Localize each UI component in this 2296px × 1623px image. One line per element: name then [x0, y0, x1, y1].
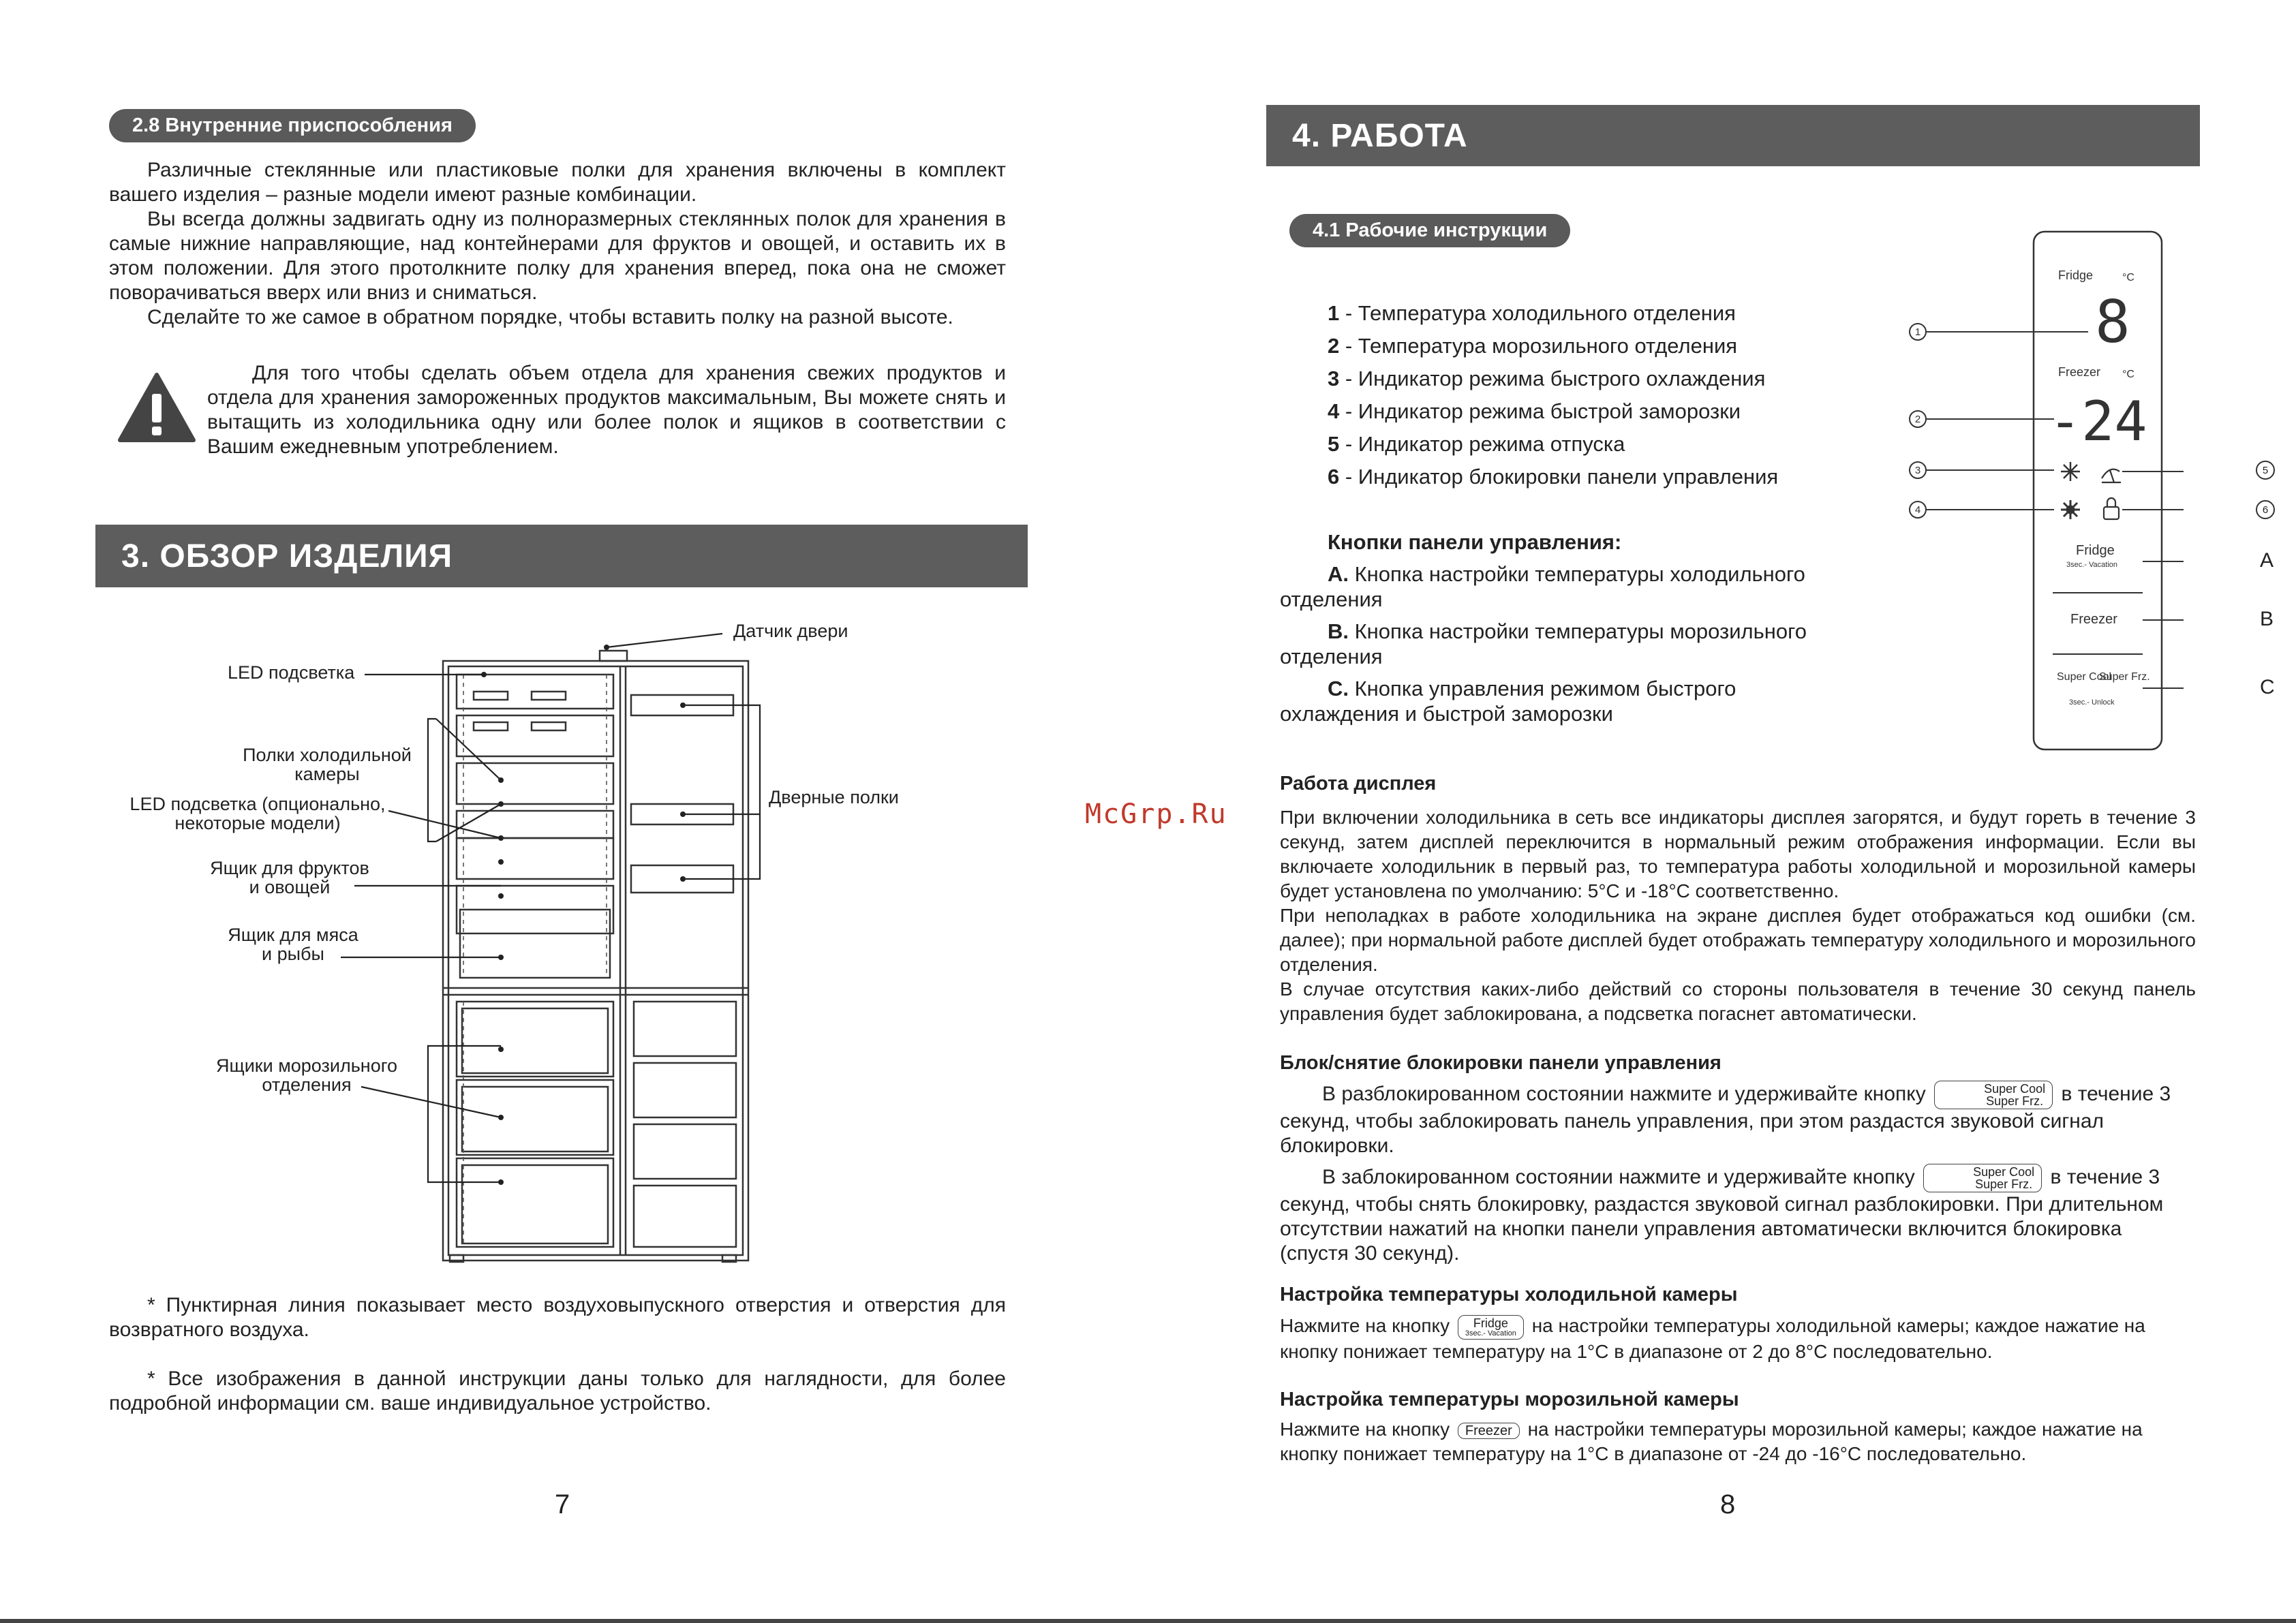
- freezer-temp-text: Нажмите на кнопку Freezer на настройки температуры морозильной камеры; каждое нажатие на кнопку понижает температуру на 1°С в диапазоне от -24 до -16°С последовательно.: [1280, 1419, 2143, 1464]
- panel-btn-fridge: Fridge: [2076, 543, 2115, 558]
- freezer-temp-heading: Настройка температуры морозильной камеры: [1280, 1389, 1739, 1410]
- panel-fridge-label: Fridge: [2058, 268, 2094, 282]
- note-1-text: * Пунктирная линия показывает место воздуховыпускного отверстия и отверстия для возвратного воздуха.: [109, 1294, 1006, 1341]
- label-freezer-box: [204, 1056, 409, 1094]
- warning-text: Для того чтобы сделать объем отдела для хранения свежих продуктов и отдела для хранения замороженных продуктов максимальным, Вы можете снять и вытащить из холодильника одну или более полок и ящиков в соответствии с Вашим ежедневным употреблением.: [207, 362, 1006, 458]
- label-door-shelves: Дверные полки: [769, 787, 899, 807]
- lock-text: [1280, 1081, 2196, 1266]
- panel-freezer-label: Freezer: [2058, 365, 2101, 379]
- callout-5: 5: [2256, 461, 2275, 480]
- freezer-button-inline: Freezer: [1458, 1423, 1520, 1439]
- button-c-desc: C. Кнопка управления режимом быстрого охлаждения и быстрой заморозки: [1280, 677, 1736, 726]
- control-panel-diagram: [1897, 225, 2184, 756]
- indicator-item: 3 - Индикатор режима быстрого охлаждения: [1328, 367, 1766, 390]
- watermark: McGrp.Ru: [1085, 799, 1227, 830]
- indicator-item: 4 - Индикатор режима быстрой заморозки: [1328, 399, 1741, 423]
- label-meat-box-line1: Ящик для мяса: [228, 925, 358, 945]
- label-led-optional-line2: некоторые модели): [174, 813, 341, 833]
- panel-freezer-temp: -24: [2049, 390, 2147, 453]
- panel-fridge-unit: °C: [2122, 272, 2134, 283]
- note-1: [109, 1293, 1006, 1342]
- indicator-item: 5 - Индикатор режима отпуска: [1328, 432, 1625, 456]
- note-2: [109, 1367, 1006, 1416]
- label-meat-box: [204, 925, 382, 963]
- callout-num-4: 4: [1914, 504, 1921, 516]
- diagram-leader-lines: [0, 0, 1148, 1295]
- display-heading: Работа дисплея: [1280, 773, 1437, 794]
- section-4-banner: 4. РАБОТА: [1266, 105, 2200, 166]
- section-2-8-p3: Сделайте то же самое в обратном порядке, чтобы вставить полку на разной высоте.: [147, 306, 953, 328]
- label-fridge-shelves-line2: камеры: [294, 764, 360, 784]
- lock-heading: Блок/снятие блокировки панели управления: [1280, 1052, 1721, 1074]
- label-led: LED подсветка: [228, 662, 355, 683]
- fridge-button-inline: Fridge 3sec.- Vacation: [1458, 1315, 1524, 1340]
- section-2-8-p2: Вы всегда должны задвигать одну из полноразмерных стеклянных полок для хранения в самые нижние направляющие, над контейнерами для фруктов и овощей, и оставить их в этом положении. Для этого протолкните полку для хранения вперед, пока она не сможет поворачиваться вверх или вниз и сниматься.: [109, 208, 1006, 304]
- page-number-left: 7: [555, 1489, 570, 1519]
- section-2-8-title: 2.8 Внутренние приспособления: [109, 109, 476, 142]
- label-led-optional-line1: LED подсветка (опционально,: [129, 794, 386, 814]
- label-fridge-shelves: [239, 745, 416, 784]
- display-text: [1280, 805, 2196, 1026]
- super-button-inline: Super Cool Super Frz.: [1923, 1164, 2042, 1192]
- lock-p1: В разблокированном состоянии нажмите и удерживайте кнопку Super Cool Super Frz. в течение 3 секунд, чтобы заблокировать панель управления, при этом раздастся звуковой сигнал блокировки.: [1280, 1082, 2171, 1157]
- panel-fridge-temp: 8: [2095, 288, 2130, 356]
- callout-b: B: [2260, 608, 2274, 630]
- panel-btn-super-sub: 3sec.- Unlock: [2069, 698, 2115, 707]
- indicator-item: 6 - Индикатор блокировки панели управления: [1328, 465, 1779, 489]
- buttons-desc: [1280, 561, 1839, 726]
- callout-6: 6: [2256, 500, 2275, 519]
- callout-num-1: 1: [1914, 326, 1921, 338]
- buttons-heading: Кнопки панели управления:: [1328, 530, 1622, 554]
- panel-btn-super-frz: Super Frz.: [2099, 671, 2150, 683]
- panel-btn-fridge-sub: 3sec.- Vacation: [2066, 561, 2118, 569]
- label-veg-box-line1: Ящик для фруктов: [210, 858, 369, 878]
- callout-num-2: 2: [1914, 414, 1921, 425]
- indicator-item: 2 - Температура морозильного отделения: [1328, 334, 1738, 358]
- page-right: [1148, 0, 2296, 1623]
- callout-num-3: 3: [1914, 465, 1921, 476]
- display-p1: При включении холодильника в сеть все индикаторы дисплея загорятся, и будут гореть в течение 3 секунд, затем дисплей переключится в нормальный режим отображения информации. Если вы включаете холодильник в первый раз, то температура работы холодильной и морозильной камеры будет установлена по умолчанию: 5°С и -18°С соответственно.: [1280, 807, 2196, 901]
- fridge-temp-heading: Настройка температуры холодильной камеры: [1280, 1284, 1738, 1305]
- indicator-item: 1 - Температура холодильного отделения: [1328, 301, 1736, 325]
- label-veg-box-line2: и овощей: [249, 877, 331, 897]
- label-fridge-shelves-line1: Полки холодильной: [243, 745, 412, 765]
- panel-freezer-unit: °C: [2122, 369, 2134, 380]
- fridge-temp-text: Нажмите на кнопку Fridge 3sec.- Vacation на настройки температуры холодильной камеры; каждое нажатие на кнопку понижает температуру на 1°С в диапазоне от 2 до 8°С последовательно.: [1280, 1315, 2145, 1362]
- panel-btn-freezer: Freezer: [2070, 612, 2117, 627]
- lock-p2: В заблокированном состоянии нажмите и удерживайте кнопку Super Cool Super Frz. в течение 3 секунд, чтобы снять блокировку, раздастся звуковой сигнал разблокировки. При длительном отсутствии нажатий на кнопки панели управления автоматически включится блокировка (спустя 30 секунд).: [1280, 1165, 2164, 1265]
- super-button-inline: Super Cool Super Frz.: [1934, 1081, 2053, 1109]
- label-door-sensor: Датчик двери: [733, 621, 848, 641]
- note-2-text: * Все изображения в данной инструкции даны только для наглядности, для более подробной информации см. ваше индивидуальное устройство.: [109, 1367, 1006, 1415]
- page-number-right: 8: [1720, 1489, 1736, 1519]
- display-p3: В случае отсутствия каких-либо действий со стороны пользователя в течение 30 секунд панель управления будет заблокирована, а подсветка погаснет автоматически.: [1280, 978, 2196, 1024]
- section-3-banner: 3. ОБЗОР ИЗДЕЛИЯ: [95, 525, 1028, 587]
- button-a-desc: A. Кнопка настройки температуры холодильного отделения: [1280, 562, 1805, 611]
- callout-a: A: [2260, 549, 2274, 572]
- indicator-list: [1328, 297, 1778, 493]
- label-led-optional: [121, 794, 394, 833]
- bottom-divider: [0, 1619, 2296, 1623]
- callout-c: C: [2260, 676, 2275, 698]
- snowflake-icon: [2061, 500, 2080, 519]
- button-b-desc: B. Кнопка настройки температуры морозильного отделения: [1280, 619, 1807, 668]
- section-2-8-p1: Различные стеклянные или пластиковые полки для хранения включены в комплект вашего изделия – разные модели имеют разные комбинации.: [109, 159, 1006, 206]
- label-freezer-box-line1: Ящики морозильного: [216, 1055, 397, 1076]
- display-p2: При неполадках в работе холодильника на экране дисплея будет отображаться код ошибки (см. далее); при нормальной работе дисплей будет отображать температуру холодильного и морозильного отделения.: [1280, 905, 2196, 975]
- label-meat-box-line2: и рыбы: [262, 944, 324, 964]
- panel-btn-super-cool: Super Cool: [2057, 671, 2112, 683]
- snowflake-star-icon: [2061, 462, 2080, 481]
- label-freezer-box-line2: отделения: [262, 1075, 352, 1095]
- label-veg-box: [198, 859, 382, 897]
- section-4-1-title: 4.1 Рабочие инструкции: [1289, 214, 1570, 247]
